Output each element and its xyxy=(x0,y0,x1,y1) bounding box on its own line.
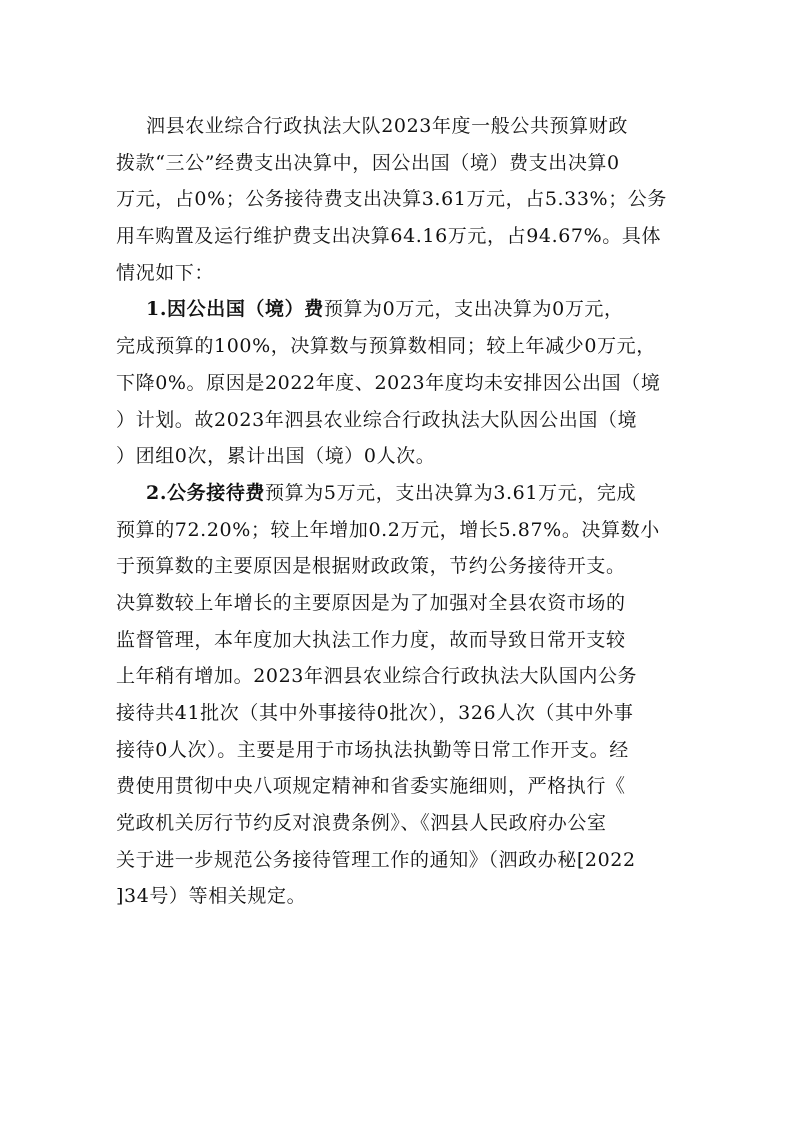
text-line: 监督管理，本年度加大执法工作力度，故而导致日常开支较 xyxy=(116,628,626,651)
text-line: 接待0人次）。主要是用于市场执法执勤等日常工作开支。经 xyxy=(116,738,629,761)
text-line: 决算数较上年增长的主要原因是为了加强对全县农资市场的 xyxy=(116,591,626,614)
text-line xyxy=(116,475,674,512)
text-line: 万元，占0%；公务接待费支出决算3.61万元，占5.33%；公务 xyxy=(116,188,668,211)
text-line: 用车购置及运行维护费支出决算64.16万元，占94.67%。具体 xyxy=(116,225,662,248)
text-line: 泗县农业综合行政执法大队2023年度一般公共预算财政 xyxy=(146,115,628,137)
text-line: 情况如下： xyxy=(116,261,215,284)
text-span: 预算为5万元，支出决算为3.61万元，完成 xyxy=(265,481,637,504)
text-line: 于预算数的主要原因是根据财政政策，节约公务接待开支。 xyxy=(116,555,626,578)
paragraph-overseas-travel xyxy=(116,291,674,474)
text-line xyxy=(116,291,674,328)
text-line: 党政机关厉行节约反对浪费条例》、《泗县人民政府办公室 xyxy=(116,812,607,835)
paragraph-reception xyxy=(116,475,674,915)
text-line: ]34号）等相关规定。 xyxy=(116,885,307,908)
section-heading: 2.公务接待费 xyxy=(146,481,266,504)
text-line: 上年稍有增加。2023年泗县农业综合行政执法大队国内公务 xyxy=(116,665,638,688)
paragraph-summary xyxy=(116,108,674,291)
document-body xyxy=(116,108,674,915)
text-line: 关于进一步规范公务接待管理工作的通知》（泗政办秘[2022 xyxy=(116,848,636,871)
text-line: 完成预算的100%，决算数与预算数相同；较上年减少0万元， xyxy=(116,335,656,358)
text-line: ）计划。故2023年泗县农业综合行政执法大队因公出国（境 xyxy=(116,408,638,431)
text-line: 预算的72.20%；较上年增加0.2万元，增长5.87%。决算数小 xyxy=(116,518,660,541)
text-line: 拨款“三公”经费支出决算中，因公出国（境）费支出决算0 xyxy=(116,151,620,174)
text-span: 预算为0万元，支出决算为0万元， xyxy=(323,298,624,321)
text-line: 接待共41批次（其中外事接待0批次），326人次（其中外事 xyxy=(116,702,634,724)
text-line: ）团组0次，累计出国（境）0人次。 xyxy=(116,445,436,468)
text-line: 下降0%。原因是2022年度、2023年度均未安排因公出国（境 xyxy=(116,371,661,394)
text-line: 费使用贯彻中央八项规定精神和省委实施细则，严格执行《 xyxy=(116,775,626,798)
section-heading: 1.因公出国（境）费 xyxy=(146,298,324,321)
